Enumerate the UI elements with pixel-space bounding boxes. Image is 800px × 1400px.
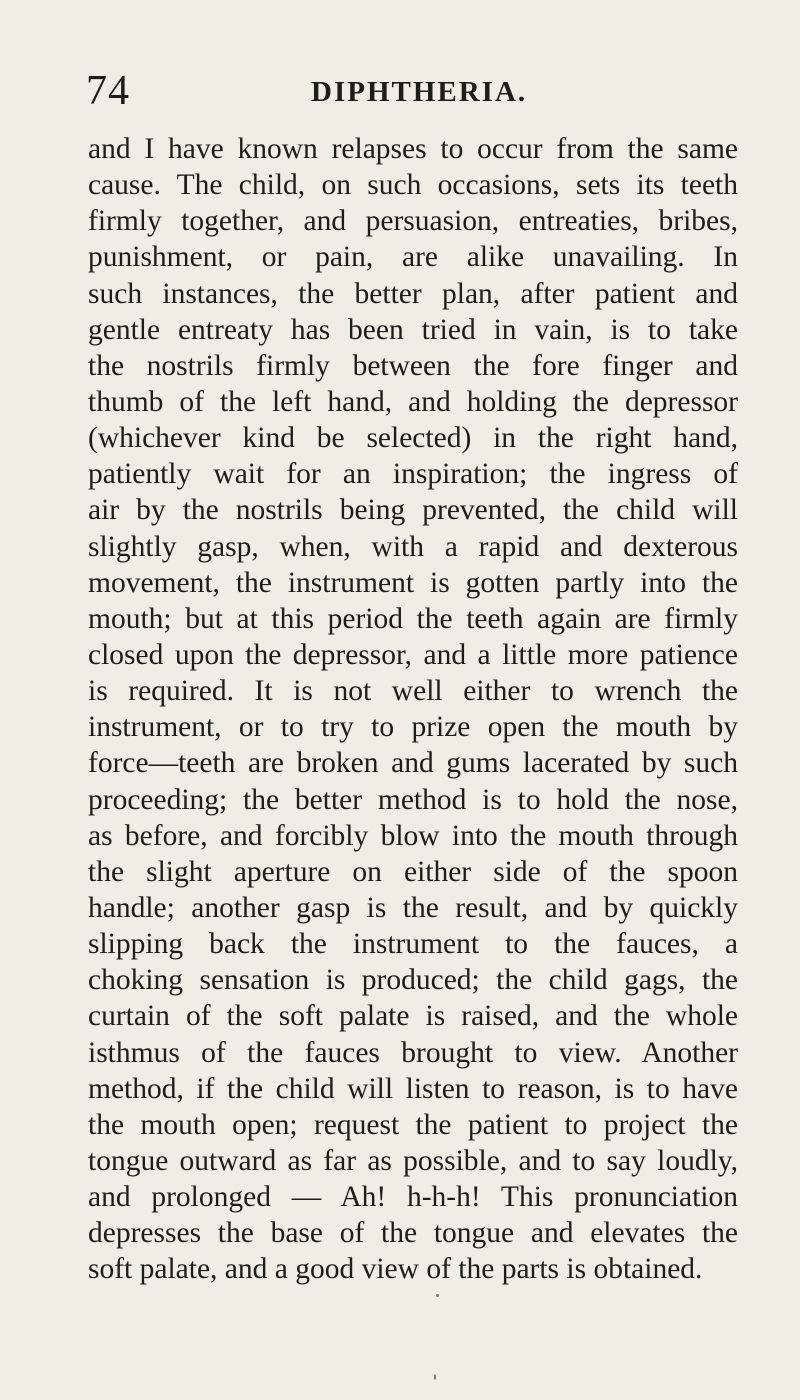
text-line: and prolonged — Ah! h-h-h! This pronunciation: [88, 1181, 738, 1214]
text-line: firmly together, and persuasion, entreaties, bribes,: [88, 205, 738, 238]
text-line: slipping back the instrument to the fauces, a: [88, 928, 738, 961]
paper-specks: [430, 1294, 450, 1384]
text-line: tongue outward as far as possible, and to say loudly,: [88, 1144, 738, 1177]
text-line: isthmus of the fauces brought to view. Another: [88, 1036, 738, 1069]
text-line: instrument, or to try to prize open the mouth by: [88, 711, 738, 744]
text-line: slightly gasp, when, with a rapid and dexterous: [88, 530, 738, 563]
text-line: curtain of the soft palate is raised, and the whole: [88, 1000, 738, 1033]
running-title: DIPHTHERIA.: [311, 76, 528, 108]
running-head: [86, 68, 726, 114]
text-line: the nostrils firmly between the fore finger and: [88, 349, 738, 382]
body-text: [88, 131, 738, 1288]
text-line: air by the nostrils being prevented, the child will: [88, 494, 738, 527]
paper-speck: [436, 1294, 439, 1297]
text-line: (whichever kind be selected) in the right hand,: [88, 422, 738, 455]
page-number: 74: [86, 68, 130, 114]
text-line: the slight aperture on either side of the spoon: [88, 855, 738, 888]
text-line: force—teeth are broken and gums lacerated by such: [88, 747, 738, 780]
text-line: soft palate, and a good view of the parts is obtained.: [88, 1253, 703, 1286]
text-line: is required. It is not well either to wrench the: [88, 675, 738, 708]
text-line: proceeding; the better method is to hold the nose,: [88, 783, 738, 816]
text-line: the mouth open; request the patient to project the: [88, 1108, 738, 1141]
text-line: patiently wait for an inspiration; the ingress of: [88, 458, 738, 491]
text-line: gentle entreaty has been tried in vain, is to take: [88, 313, 738, 346]
text-line: punishment, or pain, are alike unavailing. In: [88, 241, 738, 274]
text-line: such instances, the better plan, after patient and: [88, 277, 738, 310]
text-line: closed upon the depressor, and a little more patience: [88, 638, 738, 671]
text-line: depresses the base of the tongue and elevates the: [88, 1217, 738, 1250]
text-line: thumb of the left hand, and holding the depressor: [88, 385, 738, 418]
text-line: method, if the child will listen to reason, is to have: [88, 1072, 738, 1105]
text-line: handle; another gasp is the result, and by quickly: [88, 891, 738, 924]
text-line: as before, and forcibly blow into the mouth through: [88, 819, 738, 852]
text-line: mouth; but at this period the teeth again are firmly: [88, 602, 738, 635]
paper-speck: [434, 1374, 436, 1380]
text-line: choking sensation is produced; the child gags, the: [88, 964, 738, 997]
text-line: and I have known relapses to occur from the same: [88, 133, 738, 165]
text-line: movement, the instrument is gotten partly into the: [88, 566, 738, 599]
text-line: cause. The child, on such occasions, sets its teeth: [88, 169, 738, 202]
